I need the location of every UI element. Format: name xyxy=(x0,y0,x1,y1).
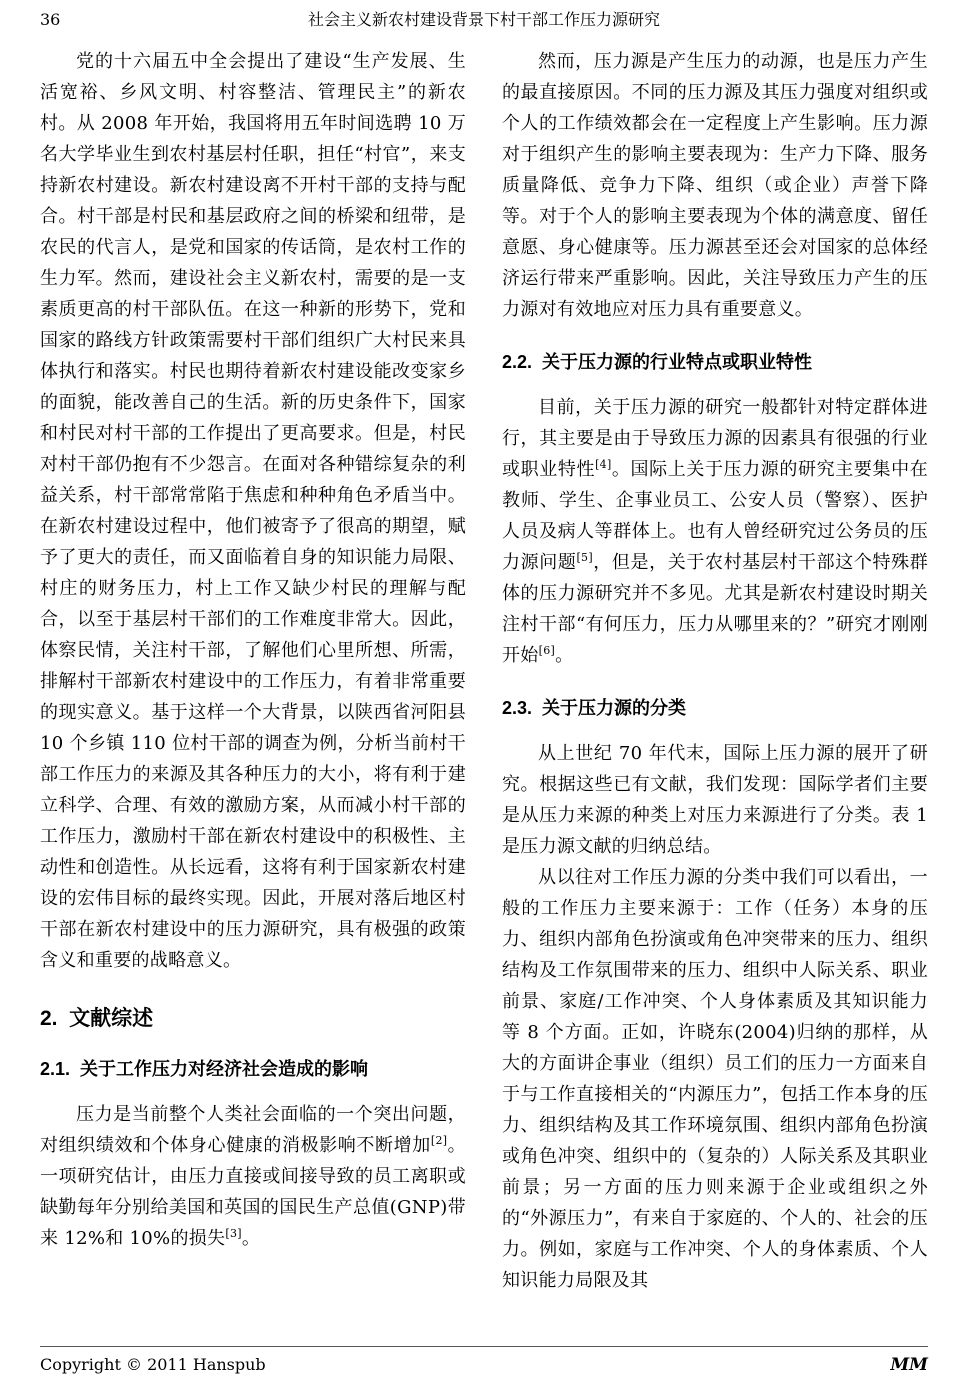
paragraph-2-3-first: 从上世纪 70 年代末，国际上压力源的展开了研究。根据这些已有文献，我们发现：国际学者们主要是从压力来源的种类上对压力来源进行了分类。表 1 是压力源文献的归纳总结。 xyxy=(502,743,928,857)
page-footer xyxy=(40,1346,928,1376)
subsection-heading-2-2: 2.2. 关于压力源的行业特点或职业特性 xyxy=(502,352,813,372)
subsection-heading-2-1: 2.1. 关于工作压力对经济社会造成的影响 xyxy=(40,1059,369,1079)
paragraph-introduction: 党的十六届五中全会提出了建设“生产发展、生活宽裕、乡风文明、村容整洁、管理民主”的新农村。从 2008 年开始，我国将用五年时间选聘 10 万名大学毕业生到农村基层村任职，担任“村官”，来支持新农村建设。新农村建设离不开村干部的支持与配合。村干部是村民和基层政府之间的桥梁和纽带，是农民的代言人，是党和国家的传话筒，是农村工作的生力军。然而，建设社会主义新农村，需要的是一支素质更高的村干部队伍。在这一种新的形势下，党和国家的路线方针政策需要村干部们组织广大村民来具体执行和落实。村民也期待着新农村建设能改变家乡的面貌，能改善自己的生活。新的历史条件下，国家和村民对村干部的工作提出了更高要求。但是，村民对村干部仍抱有不少怨言。在面对各种错综复杂的利益关系，村干部常常陷于焦虑和种种角色矛盾当中。在新农村建设过程中，他们被寄予了很高的期望，赋予了更大的责任，而又面临着自身的知识能力局限、村庄的财务压力，村上工作又缺少村民的理解与配合，以至于基层村干部们的工作难度非常大。因此，体察民情，关注村干部，了解他们心里所想、所需，排解村干部新农村建设中的工作压力，有着非常重要的现实意义。基于这样一个大背景，以陕西省河阳县 10 个乡镇 110 位村干部的调查为例，分析当前村干部工作压力的来源及其各种压力的大小，将有利于建立科学、合理、有效的激励方案，从而减小村干部的工作压力，激励村干部在新农村建设中的积极性、主动性和创造性。从长远看，这将有利于国家新农村建设的宏伟目标的最终实现。因此，开展对落后地区村干部在新农村建设中的压力源研究，具有极强的政策含义和重要的战略意义。 xyxy=(40,51,466,971)
paragraph-2-3-second: 从以往对工作压力源的分类中我们可以看出，一般的工作压力主要来源于：工作（任务）本身的压力、组织内部角色扮演或角色冲突带来的压力、组织结构及工作氛围带来的压力、组织中人际关系、职业前景、家庭/工作冲突、个人身体素质及其知识能力等 8 个方面。正如，许晓东(2004)归纳的那样，从大的方面讲企事业（组织）员工们的压力一方面来自于与工作直接相关的“内源压力”，包括工作本身的压力、组织结构及其工作环境氛围、组织内部角色扮演或角色冲突、组织中的（复杂的）人际关系及其职业前景；另一方面的压力则来源于企业或组织之外的“外源压力”，有来自于家庭的、个人的、社会的压力。例如，家庭与工作冲突、个人的身体素质、个人知识能力局限及其 xyxy=(502,867,928,1291)
article-body xyxy=(40,46,928,1340)
journal-mark: MM xyxy=(890,1355,928,1375)
paragraph-2-1: 压力是当前整个人类社会面临的一个突出问题，对组织绩效和个体身心健康的消极影响不断增加[2]。一项研究估计，由压力直接或间接导致的员工离职或缺勤每年分别给美国和英国的国民生产总值(GNP)带来 12%和 10%的损失[3]。 xyxy=(40,1104,466,1249)
page-number: 36 xyxy=(40,10,61,29)
running-title: 社会主义新农村建设背景下村干部工作压力源研究 xyxy=(307,10,660,29)
copyright-text: Copyright © 2011 Hanspub xyxy=(40,1355,266,1374)
section-heading-literature-review: 2. 文献综述 xyxy=(40,1007,154,1030)
paragraph-stressor-impact: 然而，压力源是产生压力的动源，也是压力产生的最直接原因。不同的压力源及其压力强度对组织或个人的工作绩效都会在一定程度上产生影响。压力源对于组织产生的影响主要表现为：生产力下降、服务质量降低、竞争力下降、组织（或企业）声誉下降等。对于个人的影响主要表现为个体的满意度、留任意愿、身心健康等。压力源甚至还会对国家的总体经济运行带来严重影响。因此，关注导致压力产生的压力源对有效地应对压力具有重要意义。 xyxy=(502,51,928,320)
left-column xyxy=(40,46,466,1340)
subsection-heading-2-3: 2.3. 关于压力源的分类 xyxy=(502,698,687,718)
right-column xyxy=(502,46,928,1340)
paragraph-2-2: 目前，关于压力源的研究一般都针对特定群体进行，其主要是由于导致压力源的因素具有很强的行业或职业特性[4]。国际上关于压力源的研究主要集中在教师、学生、企事业员工、公安人员（警察）、医护人员及病人等群体上。也有人曾经研究过公务员的压力源问题[5]，但是，关于农村基层村干部这个特殊群体的压力源研究并不多见。尤其是新农村建设时期关注村干部“有何压力，压力从哪里来的？”研究才刚刚开始[6]。 xyxy=(502,397,928,666)
page-header xyxy=(40,8,928,32)
